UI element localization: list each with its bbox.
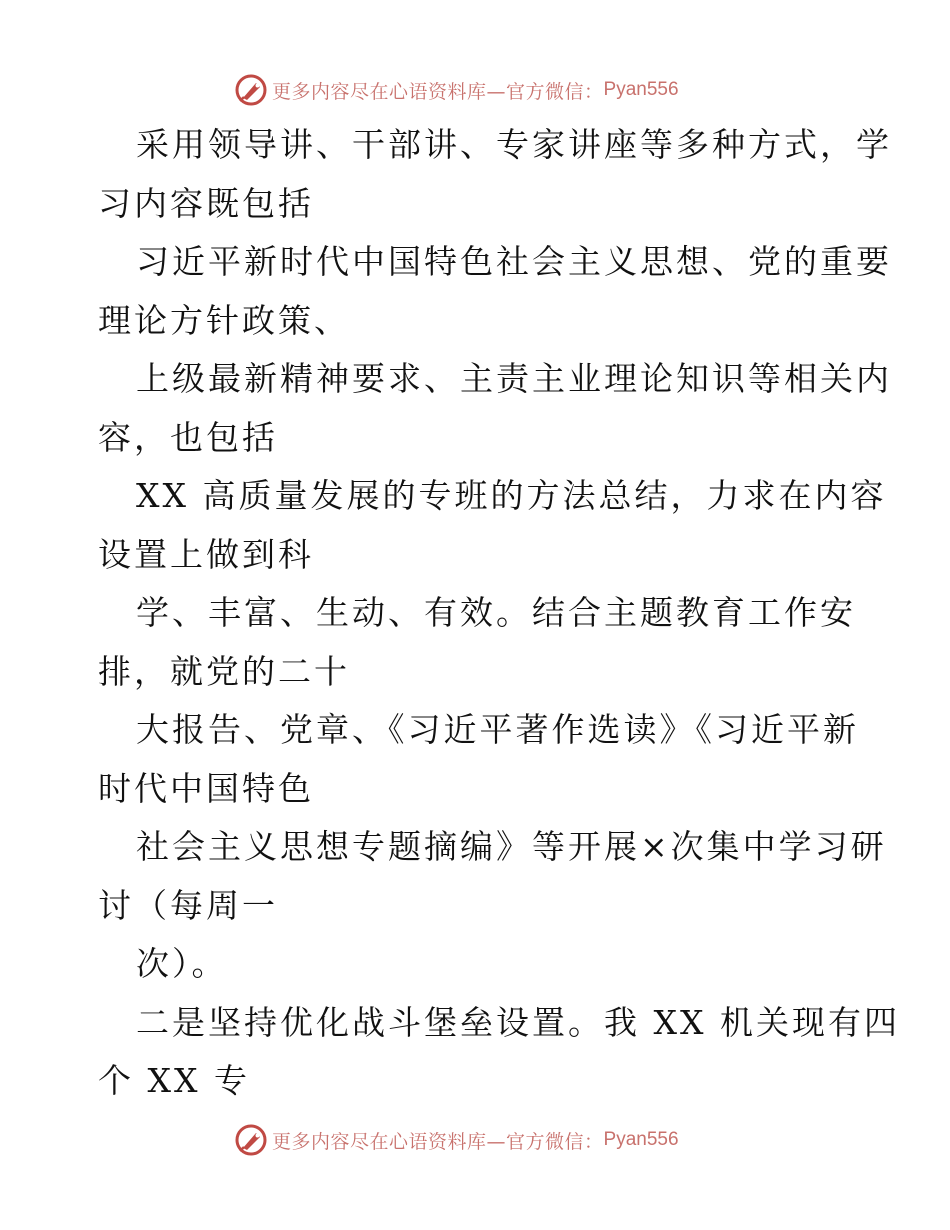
text-line: 学、丰富、生动、有效。结合主题教育工作安: [136, 593, 856, 632]
watermark-wechat-id: Pyan556: [603, 79, 679, 100]
text-line: 排，就党的二十: [98, 651, 350, 691]
watermark-wechat-id: Pyan556: [603, 1129, 679, 1150]
text-line: XX 高质量发展的专班的方法总结，力求在内容: [136, 476, 887, 515]
text-line: 上级最新精神要求、主责主业理论知识等相关内: [136, 359, 892, 398]
text-line: 讨（每周一: [98, 885, 278, 925]
pen-nib-circle-icon: [234, 1123, 268, 1157]
text-line: 次）。: [136, 944, 228, 983]
watermark-text: 更多内容尽在心语资料库—官方微信：: [272, 80, 604, 103]
text-line: 习内容既包括: [98, 183, 314, 223]
header-watermark: [234, 72, 679, 108]
text-line: 习近平新时代中国特色社会主义思想、党的重要: [136, 242, 892, 281]
text-line: 时代中国特色: [98, 768, 314, 808]
pen-nib-circle-icon: [234, 73, 268, 107]
watermark-text: 更多内容尽在心语资料库—官方微信：: [272, 1130, 604, 1153]
text-line: 理论方针政策、: [98, 300, 350, 340]
document-body: [98, 116, 900, 1111]
text-line: 二是坚持优化战斗堡垒设置。我 XX 机关现有四: [136, 1002, 900, 1042]
text-line: 个 XX 专: [98, 1061, 250, 1100]
text-line: 容，也包括: [98, 417, 278, 457]
text-line: 大报告、党章、《习近平著作选读》《习近平新: [136, 710, 859, 749]
text-line: 采用领导讲、干部讲、专家讲座等多种方式，学: [136, 125, 892, 164]
footer-watermark: [234, 1122, 679, 1158]
text-line: 设置上做到科: [98, 534, 314, 574]
text-line: 社会主义思想专题摘编》等开展×次集中学习研: [136, 827, 887, 866]
